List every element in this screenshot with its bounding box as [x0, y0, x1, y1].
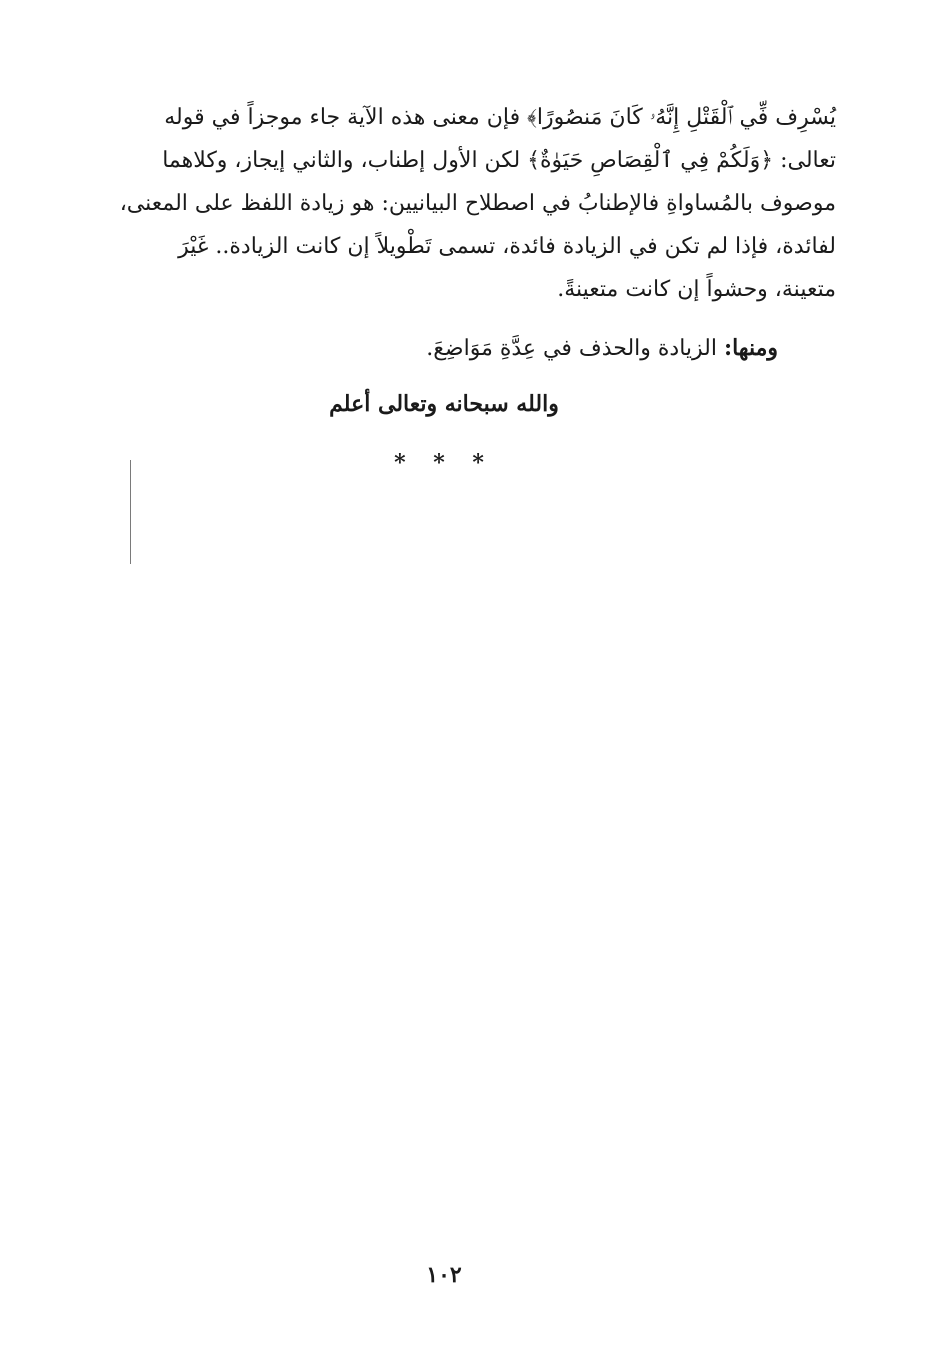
section-separator: * * * — [394, 450, 494, 476]
sub-point — [426, 327, 778, 370]
page-number: ١٠٢ — [426, 1262, 462, 1288]
sub-point-text: الزيادة والحذف في عِدَّةِ مَوَاضِعَ. — [426, 336, 724, 361]
sub-point-label: ومنها: — [723, 335, 778, 361]
paragraph-line: موصوف بالمُساواةِ فالإطنابُ في اصطلاح البيانيين: هو زيادة اللفظ على المعنى، — [119, 191, 836, 216]
paragraph-line: يُسْرِف فِّي ٱلْقَتْلِ إِنَّهُۥ كَانَ مَنصُورًا﴾ فإن معنى هذه الآية جاء موجزاً في قوله — [164, 105, 836, 130]
paragraph-line: لفائدة، فإذا لم تكن في الزيادة فائدة، تسمى تَطْويلاً إن كانت الزيادة.. غَيْرَ — [178, 234, 836, 259]
paragraph-line: متعينة، وحشواً إن كانت متعينةً. — [557, 277, 836, 302]
main-paragraph — [62, 96, 836, 311]
paragraph-line: تعالى: ﴿وَلَكُمْ فِي ٱلْقِصَاصِ حَيَوٰةٌ﴾ لكن الأول إطناب، والثاني إيجاز، وكلاهما — [162, 148, 836, 173]
margin-rule — [130, 460, 131, 564]
closing-phrase: والله سبحانه وتعالى أعلم — [329, 391, 559, 417]
